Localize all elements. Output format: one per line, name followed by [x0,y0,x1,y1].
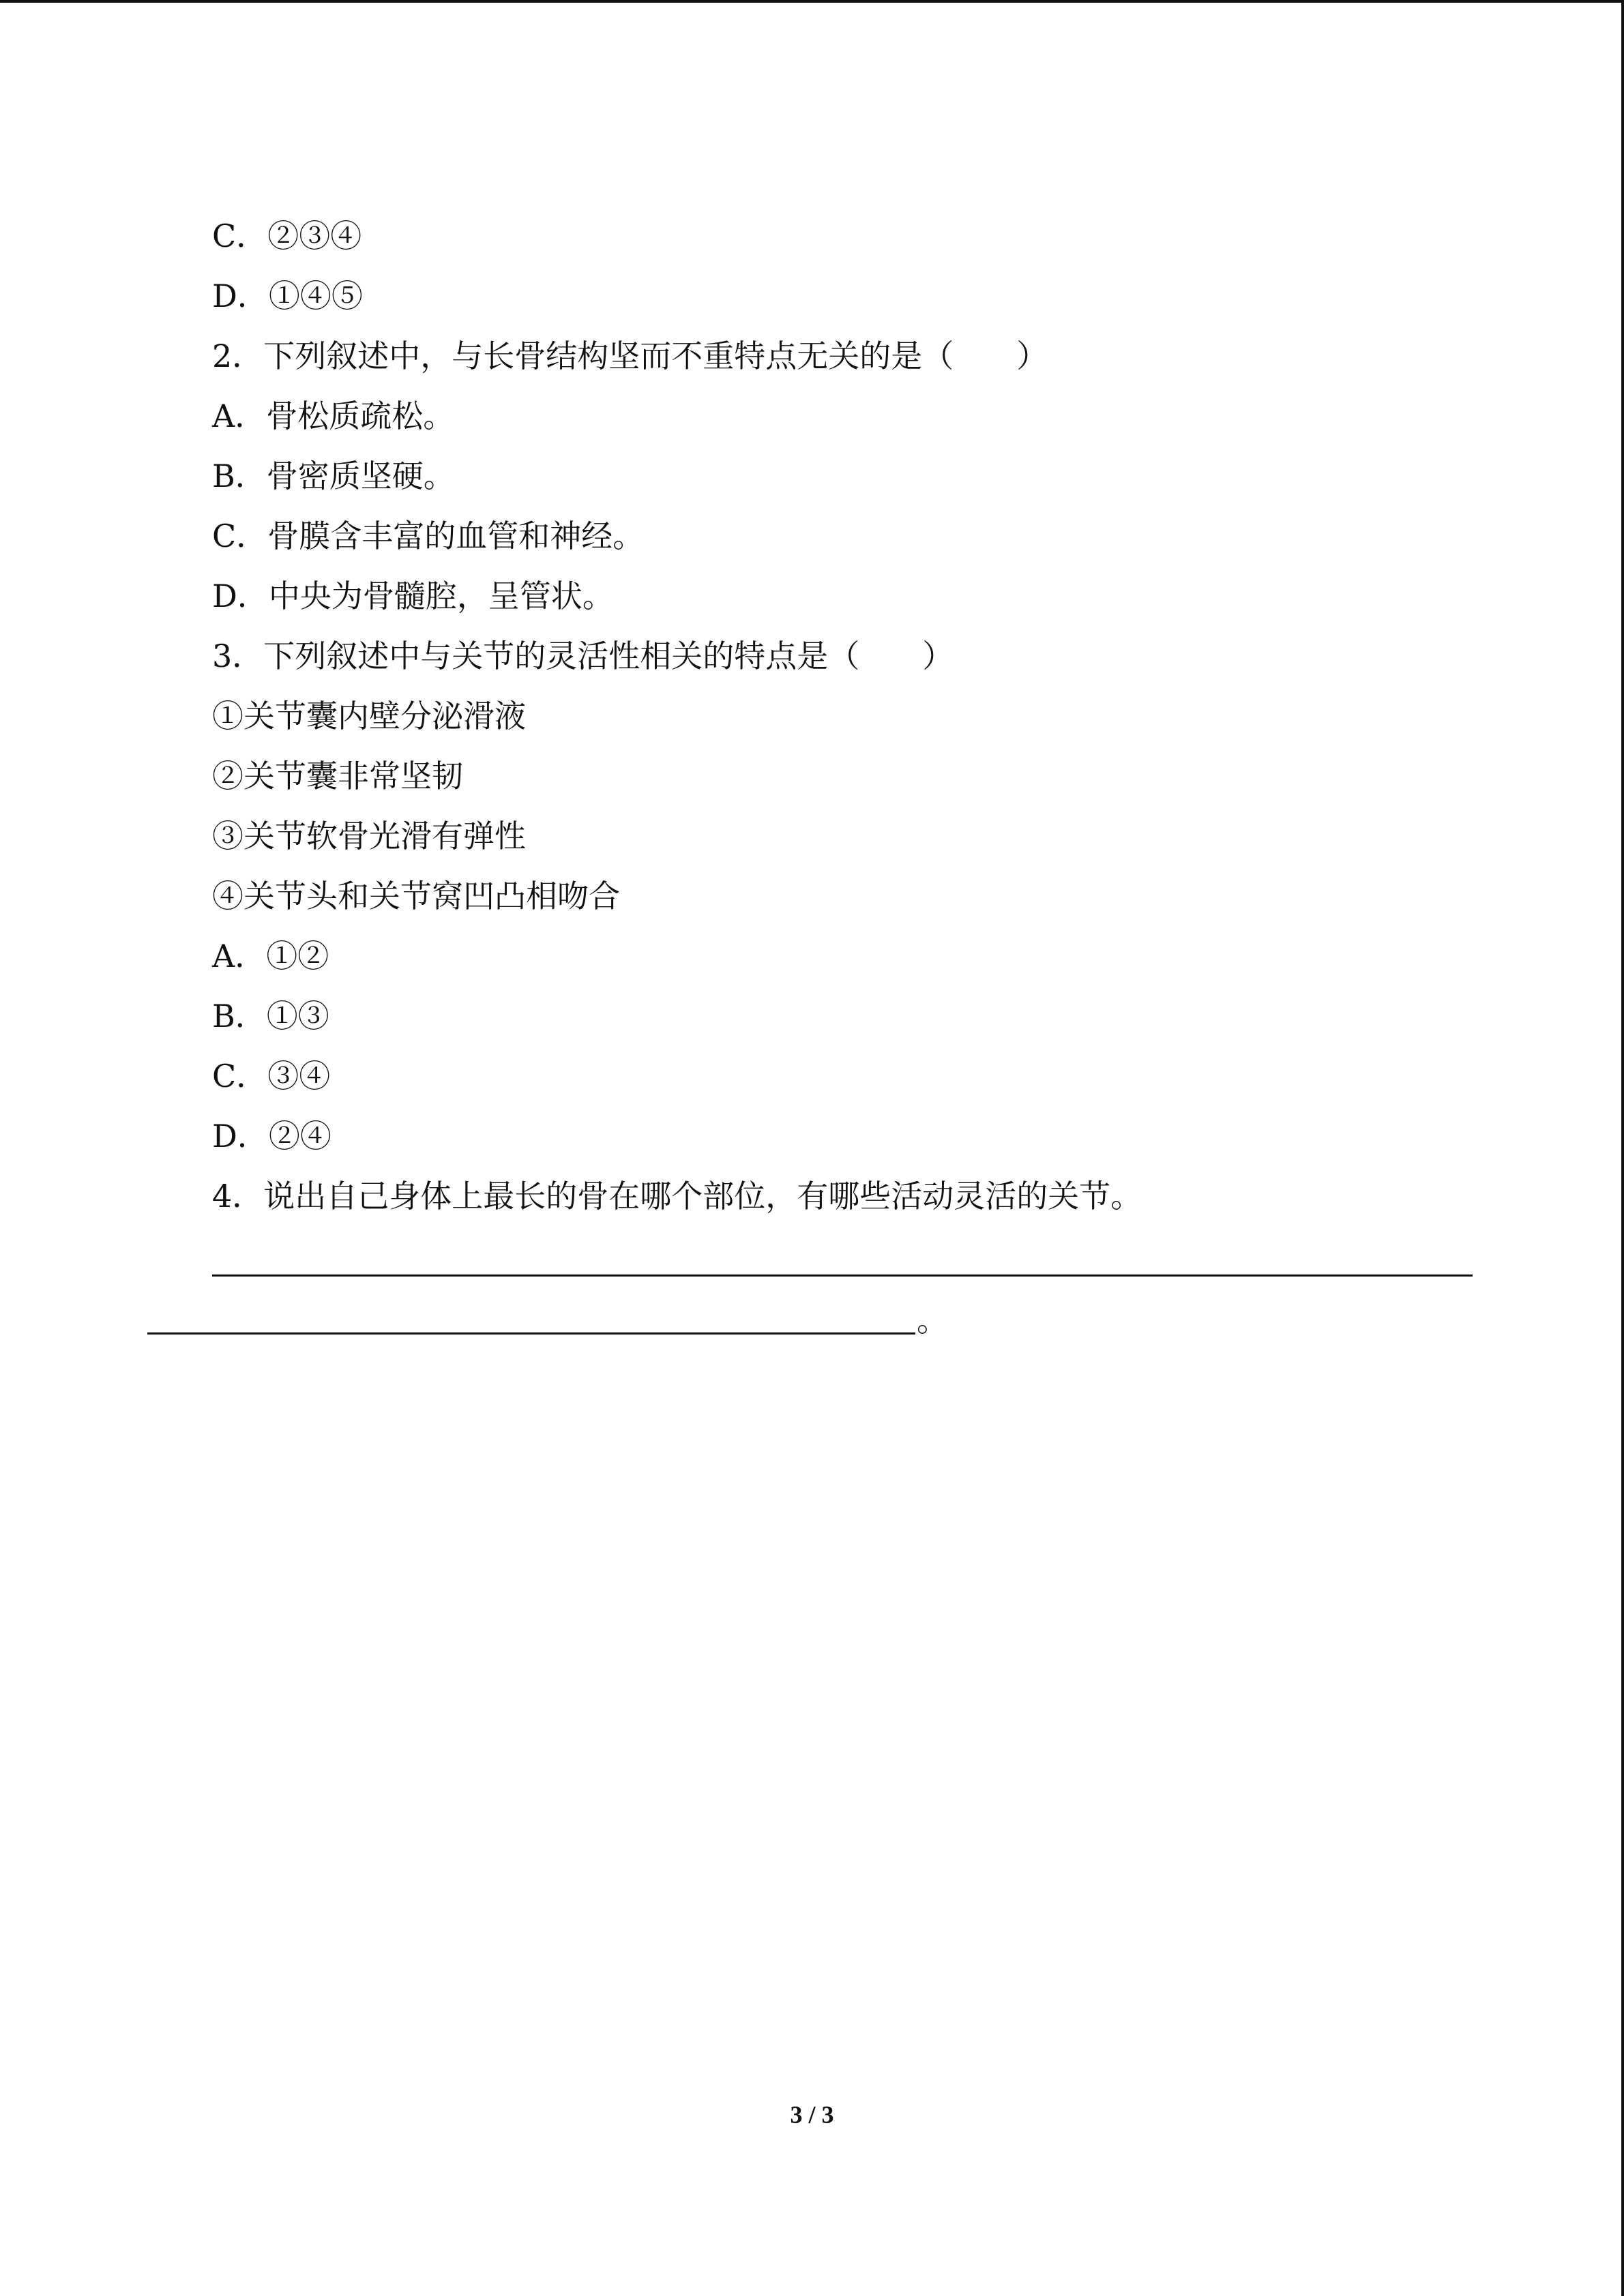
q3-option-b: B．①③ [212,998,329,1034]
page-right-border [1621,0,1624,2296]
q3-option-a: A．①② [212,938,329,974]
q1-option-d: D．①④⑤ [212,278,363,314]
q3-statement-1: ①关节囊内壁分泌滑液 [212,698,526,734]
question-3: 3．下列叙述中与关节的灵活性相关的特点是（ ） [212,638,954,674]
q2-option-a: A．骨松质疏松。 [212,398,455,434]
q3-statement-2: ②关节囊非常坚韧 [212,758,463,794]
q2-option-c: C．骨膜含丰富的血管和神经。 [212,518,645,554]
answer-blank-line-1[interactable] [212,1274,1473,1277]
page-top-border [0,0,1624,3]
answer-blank-line-2[interactable] [147,1332,915,1335]
q2-option-b: B．骨密质坚硬。 [212,458,455,494]
question-4: 4．说出自己身体上最长的骨在哪个部位，有哪些活动灵活的关节。 [212,1178,1142,1214]
q3-option-c: C．③④ [212,1058,331,1094]
page-number: 3 / 3 [790,2101,834,2128]
q3-option-d: D．②④ [212,1118,331,1154]
question-2: 2．下列叙述中，与长骨结构坚而不重特点无关的是（ ） [212,338,1048,374]
q2-option-d: D．中央为骨髓腔，呈管状。 [212,578,614,614]
q3-statement-3: ③关节软骨光滑有弹性 [212,818,526,854]
q1-option-c: C．②③④ [212,218,362,254]
answer-end-period: 。 [917,1302,948,1339]
q3-statement-4: ④关节头和关节窝凹凸相吻合 [212,878,620,914]
